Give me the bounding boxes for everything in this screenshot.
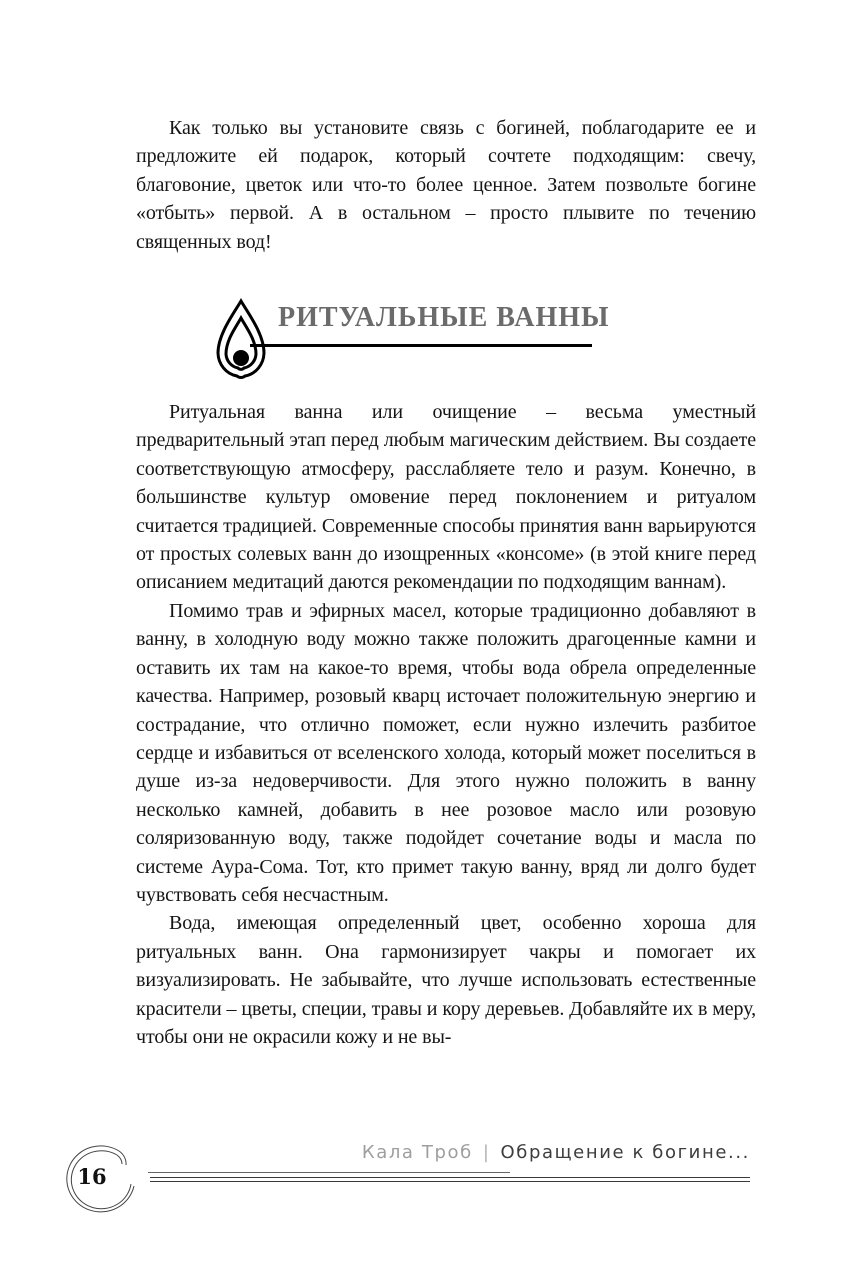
heading-rule (250, 344, 592, 347)
body-paragraph: Вода, имеющая определенный цвет, особенно хороша для ритуальных ванн. Она гармонизирует чакры и помогает их визуализировать. Не забывайте, что лучше использовать естественные красители – цветы, специи, травы и кору деревьев. Добавляйте их в меру, чтобы они не окрасили кожу и не вы- (136, 912, 756, 1048)
footer-rule-double (150, 1177, 750, 1182)
section-heading (136, 296, 756, 386)
running-footer (136, 1142, 750, 1163)
footer-separator: | (482, 1142, 491, 1163)
footer-author: Кала Троб (361, 1142, 473, 1163)
water-drop-icon (214, 298, 268, 382)
footer-rule-thin (148, 1172, 510, 1173)
text-column (136, 114, 756, 1051)
page-number: 16 (77, 1164, 107, 1189)
intro-paragraph: Как только вы установите связь с богиней, поблагодарите ее и предложите ей подарок, который сочтете подходящим: свечу, благовоние, цветок или что-то более ценное. Затем позвольте богине «отбыть» первой. А в остальном – просто плывите по течению священных вод! (136, 117, 756, 253)
body-paragraph: Помимо трав и эфирных масел, которые традиционно добавляют в ванну, в холодную воду можно также положить драгоценные камни и оставить их там на какое-то время, чтобы вода обрела определенные качества. Например, розовый кварц источает положительную энергию и сострадание, что отлично поможет, если нужно излечить разбитое сердце и избавиться от вселенского холода, который может поселиться в душе из-за недоверчивости. Для этого нужно положить в ванну несколько камней, добавить в нее розовое масло или розовую соляризованную воду, также подойдет сочетание воды и масла по системе Аура-Сома. Тот, кто примет такую ванну, вряд ли долго будет чувствовать себя несчастным. (136, 599, 756, 906)
section-title: РИТУАЛЬНЫЕ ВАННЫ (278, 302, 610, 334)
footer-chapter-title: Обращение к богине... (500, 1142, 750, 1163)
body-paragraph: Ритуальная ванна или очищение – весьма уместный предварительный этап перед любым магическим действием. Вы создаете соответствующую атмосферу, расслабляете тело и разум. Конечно, в большинстве культур омовение перед поклонением и ритуалом считается традицией. Современные способы принятия ванн варьируются от простых солевых ванн до изощренных «консоме» (в этой книге перед описанием медитаций даются рекомендации по подходящим ваннам). (136, 401, 756, 594)
